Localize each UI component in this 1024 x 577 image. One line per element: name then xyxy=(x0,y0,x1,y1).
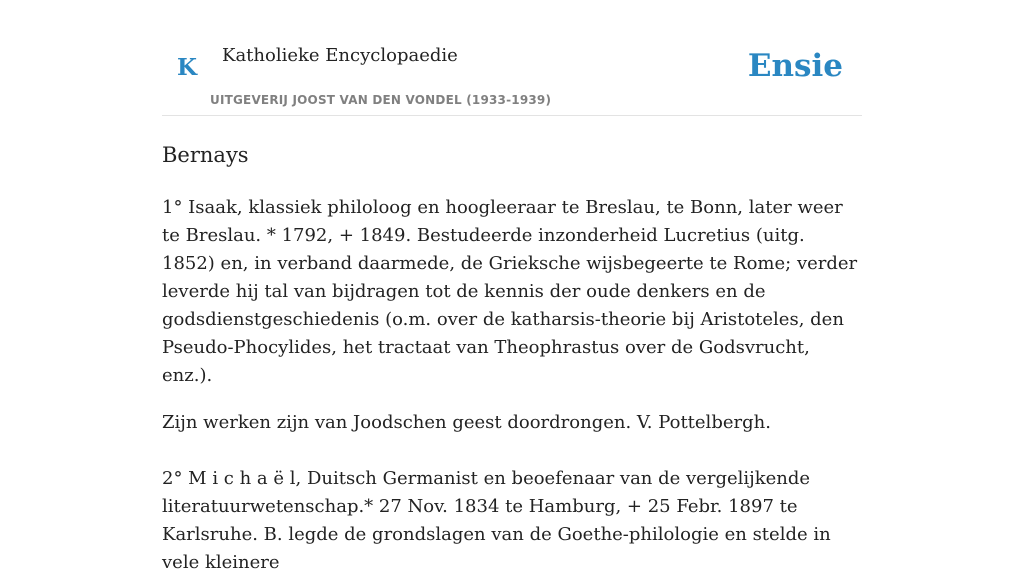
publication-logo-icon[interactable]: K xyxy=(177,54,197,81)
article-paragraph-1: 1° Isaak, klassiek philoloog en hoogleeraar te Breslau, te Bonn, later weer te Breslau. * 1792, + 1849. Bestudeerde inzonderheid Lucretius (uitg. 1852) en, in verband daarmede, de Grieksche wijsbegeerte te Rome; verder leverde hij tal van bijdragen tot de kennis der oude denkers en de godsdienstgeschiedenis (o.m. over de katharsis-theorie bij Aristoteles, den Pseudo-Phocylides, het tractaat van Theophrastus over de Godsvrucht, enz.). xyxy=(162,197,858,386)
ensie-logo-link[interactable]: Ensie xyxy=(747,48,843,84)
article-paragraph-3: 2° M i c h a ë l, Duitsch Germanist en beoefenaar van de vergelijkende literatuurwetenschap.* 27 Nov. 1834 te Hamburg, + 25 Febr. 1897 te Karlsruhe. B. legde de grondslagen van de Goethe-philologie en stelde in vele kleinere xyxy=(162,468,831,573)
publication-title-link[interactable]: Katholieke Encyclopaedie xyxy=(222,45,458,66)
article-paragraph-2: Zijn werken zijn van Joodschen geest doordrongen. V. Pottelbergh. xyxy=(162,412,771,433)
article-title: Bernays xyxy=(162,143,249,167)
page xyxy=(162,0,862,577)
site-header xyxy=(162,0,862,116)
publisher-subtitle: UITGEVERIJ JOOST VAN DEN VONDEL (1933-1939) xyxy=(210,93,552,107)
